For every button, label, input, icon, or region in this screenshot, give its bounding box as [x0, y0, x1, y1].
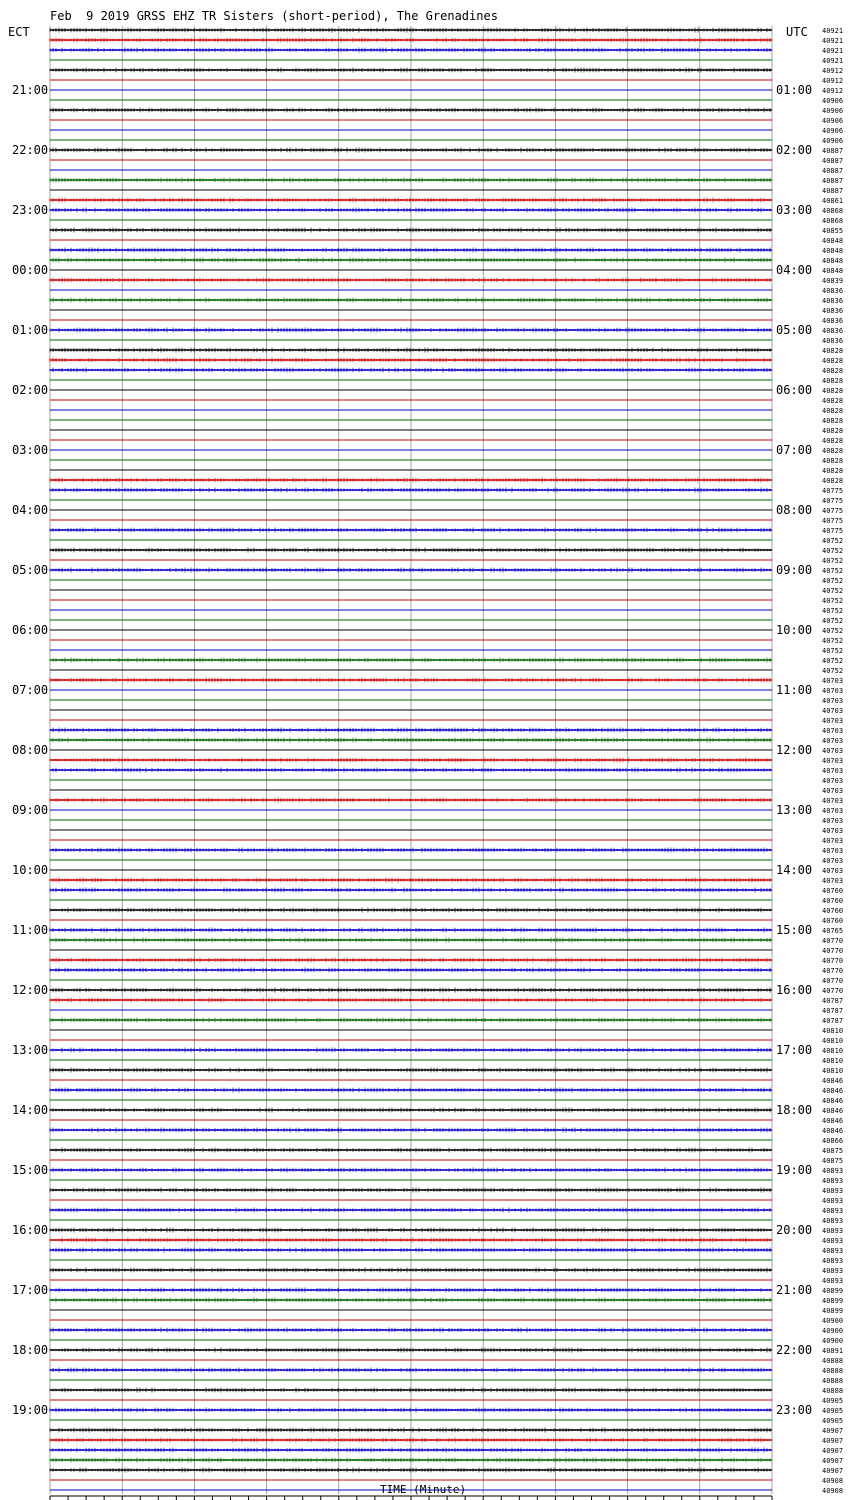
trace-noise [50, 888, 770, 893]
trace-count-label: 40703 [822, 847, 844, 855]
trace-count-label: 40921 [822, 57, 844, 65]
trace-noise [50, 1228, 770, 1233]
trace-noise [50, 198, 770, 203]
trace-noise [50, 38, 770, 43]
left-hour-label: 21:00 [12, 83, 49, 97]
trace-count-label: 40770 [822, 947, 844, 955]
trace-noise [50, 1238, 770, 1243]
trace-count-label: 40848 [822, 237, 844, 245]
trace-noise [50, 348, 770, 353]
trace-noise [50, 298, 770, 303]
trace-count-label: 40906 [822, 107, 844, 115]
trace-count-label: 40899 [822, 1297, 844, 1305]
x-axis-label: TIME (Minute) [380, 1483, 467, 1496]
trace-noise [50, 1348, 770, 1353]
trace-count-label: 40828 [822, 357, 844, 365]
trace-count-label: 40893 [822, 1247, 844, 1255]
right-hour-label: 20:00 [776, 1223, 813, 1237]
trace-count-label: 40828 [822, 437, 844, 445]
trace-count-label: 40828 [822, 427, 844, 435]
left-hour-label: 16:00 [12, 1223, 49, 1237]
trace-count-label: 40846 [822, 1077, 844, 1085]
trace-noise [50, 1368, 770, 1373]
right-hour-label: 21:00 [776, 1283, 813, 1297]
trace-count-label: 40900 [822, 1317, 844, 1325]
trace-noise [50, 208, 770, 213]
trace-count-label: 40868 [822, 207, 844, 215]
trace-count-label: 40703 [822, 867, 844, 875]
trace-noise [50, 358, 770, 363]
trace-count-label: 40912 [822, 67, 844, 75]
trace-count-label: 40836 [822, 327, 844, 335]
trace-count-label: 40760 [822, 887, 844, 895]
trace-count-label: 40836 [822, 307, 844, 315]
trace-count-label: 40905 [822, 1417, 844, 1425]
trace-count-label: 40703 [822, 697, 844, 705]
trace-count-label: 40828 [822, 347, 844, 355]
trace-noise [50, 478, 770, 483]
trace-noise [50, 968, 770, 973]
left-hour-label: 07:00 [12, 683, 49, 697]
trace-count-label: 40752 [822, 617, 844, 625]
left-hour-label: 01:00 [12, 323, 49, 337]
trace-count-label: 40810 [822, 1057, 844, 1065]
trace-count-label: 40908 [822, 1487, 844, 1495]
trace-count-label: 40828 [822, 467, 844, 475]
right-hour-label: 18:00 [776, 1103, 813, 1117]
trace-count-label: 40875 [822, 1157, 844, 1165]
trace-count-label: 40907 [822, 1447, 844, 1455]
trace-count-label: 40905 [822, 1407, 844, 1415]
left-hour-label: 02:00 [12, 383, 49, 397]
chart-title: Feb 9 2019 GRSS EHZ TR Sisters (short-period), The Grenadines [50, 9, 498, 23]
trace-noise [50, 568, 770, 573]
trace-count-label: 40893 [822, 1187, 844, 1195]
trace-count-label: 40888 [822, 1357, 844, 1365]
right-hour-label: 17:00 [776, 1043, 813, 1057]
right-hour-label: 19:00 [776, 1163, 813, 1177]
trace-count-label: 40921 [822, 47, 844, 55]
trace-count-label: 40891 [822, 1347, 844, 1355]
trace-noise [50, 658, 770, 663]
trace-noise [50, 1448, 770, 1453]
trace-count-label: 40866 [822, 1137, 844, 1145]
right-hour-labels [776, 83, 812, 1417]
trace-count-label: 40752 [822, 647, 844, 655]
left-hour-label: 10:00 [12, 863, 49, 877]
trace-count-label: 40775 [822, 497, 844, 505]
trace-count-label: 40760 [822, 907, 844, 915]
trace-count-label: 40846 [822, 1117, 844, 1125]
trace-noise [50, 998, 770, 1003]
trace-count-label: 40900 [822, 1337, 844, 1345]
trace-noise [50, 178, 770, 183]
right-hour-label: 04:00 [776, 263, 813, 277]
trace-noise [50, 1208, 770, 1213]
trace-count-label: 40775 [822, 517, 844, 525]
trace-count-label: 40908 [822, 1477, 844, 1485]
trace-count-label: 40703 [822, 807, 844, 815]
trace-count-label: 40921 [822, 27, 844, 35]
trace-count-label: 40828 [822, 447, 844, 455]
trace-count-label: 40775 [822, 487, 844, 495]
trace-count-label: 40888 [822, 1377, 844, 1385]
trace-count-label: 40752 [822, 547, 844, 555]
trace-count-label: 40703 [822, 687, 844, 695]
trace-count-label: 40770 [822, 937, 844, 945]
trace-count-label: 40703 [822, 877, 844, 885]
trace-noise [50, 738, 770, 743]
trace-count-label: 40770 [822, 967, 844, 975]
trace-noise [50, 528, 770, 533]
trace-count-label: 40888 [822, 1387, 844, 1395]
trace-noise [50, 768, 770, 773]
trace-noise [50, 68, 770, 73]
trace-count-label: 40893 [822, 1207, 844, 1215]
trace-count-label: 40906 [822, 127, 844, 135]
trace-noise [50, 108, 770, 113]
trace-count-label: 40775 [822, 527, 844, 535]
trace-count-label: 40810 [822, 1027, 844, 1035]
right-hour-label: 09:00 [776, 563, 813, 577]
trace-noise [50, 848, 770, 853]
trace-noise [50, 328, 770, 333]
trace-noise [50, 1068, 770, 1073]
trace-count-label: 40752 [822, 607, 844, 615]
trace-count-label: 40765 [822, 927, 844, 935]
trace-noise [50, 1248, 770, 1253]
trace-count-label: 40752 [822, 577, 844, 585]
trace-count-label: 40760 [822, 897, 844, 905]
trace-noise [50, 928, 770, 933]
trace-count-label: 40770 [822, 977, 844, 985]
left-hour-label: 04:00 [12, 503, 49, 517]
trace-noise [50, 1168, 770, 1173]
trace-noise [50, 28, 770, 33]
trace-noise [50, 278, 770, 283]
trace-noise [50, 938, 770, 943]
trace-count-label: 40846 [822, 1087, 844, 1095]
right-hour-label: 14:00 [776, 863, 813, 877]
right-hour-label: 22:00 [776, 1343, 813, 1357]
trace-noise [50, 798, 770, 803]
trace-noise [50, 548, 770, 553]
right-hour-label: 23:00 [776, 1403, 813, 1417]
right-hour-label: 07:00 [776, 443, 813, 457]
trace-noise [50, 1408, 770, 1413]
trace-count-label: 40893 [822, 1167, 844, 1175]
trace-count-label: 40906 [822, 137, 844, 145]
trace-noise [50, 1108, 770, 1113]
trace-noise [50, 1458, 770, 1463]
trace-count-label: 40893 [822, 1257, 844, 1265]
trace-count-label: 40846 [822, 1107, 844, 1115]
x-axis-ticks [43, 1496, 778, 1500]
trace-count-label: 40893 [822, 1177, 844, 1185]
trace-noise [50, 1048, 770, 1053]
trace-noise [50, 1018, 770, 1023]
trace-noise [50, 758, 770, 763]
left-hour-label: 19:00 [12, 1403, 49, 1417]
trace-count-label: 40752 [822, 567, 844, 575]
trace-count-label: 40752 [822, 657, 844, 665]
trace-noise [50, 258, 770, 263]
trace-count-label: 40828 [822, 367, 844, 375]
trace-noise [50, 1128, 770, 1133]
trace-count-label: 40703 [822, 747, 844, 755]
trace-count-label: 40846 [822, 1127, 844, 1135]
trace-count-label: 40887 [822, 177, 844, 185]
trace-count-label: 40893 [822, 1227, 844, 1235]
trace-count-label: 40703 [822, 787, 844, 795]
trace-count-label: 40899 [822, 1307, 844, 1315]
trace-count-label: 40787 [822, 1017, 844, 1025]
trace-count-label: 40703 [822, 757, 844, 765]
right-hour-label: 10:00 [776, 623, 813, 637]
right-hour-label: 12:00 [776, 743, 813, 757]
left-hour-label: 15:00 [12, 1163, 49, 1177]
trace-count-label: 40828 [822, 377, 844, 385]
left-hour-label: 13:00 [12, 1043, 49, 1057]
trace-noise [50, 1188, 770, 1193]
trace-count-label: 40752 [822, 557, 844, 565]
trace-count-label: 40848 [822, 257, 844, 265]
trace-count-label: 40888 [822, 1367, 844, 1375]
left-hour-label: 11:00 [12, 923, 49, 937]
trace-count-label: 40887 [822, 167, 844, 175]
trace-count-label: 40907 [822, 1467, 844, 1475]
trace-count-labels [822, 27, 843, 1495]
trace-count-label: 40770 [822, 957, 844, 965]
left-hour-label: 06:00 [12, 623, 49, 637]
left-hour-label: 03:00 [12, 443, 49, 457]
trace-count-label: 40887 [822, 187, 844, 195]
trace-noise [50, 1148, 770, 1153]
right-hour-label: 03:00 [776, 203, 813, 217]
right-hour-label: 13:00 [776, 803, 813, 817]
left-hour-label: 23:00 [12, 203, 49, 217]
trace-count-label: 40752 [822, 667, 844, 675]
trace-count-label: 40868 [822, 217, 844, 225]
trace-count-label: 40912 [822, 87, 844, 95]
trace-count-label: 40703 [822, 857, 844, 865]
trace-count-label: 40703 [822, 777, 844, 785]
left-hour-label: 18:00 [12, 1343, 49, 1357]
trace-count-label: 40810 [822, 1037, 844, 1045]
trace-count-label: 40836 [822, 297, 844, 305]
left-hour-labels [12, 83, 48, 1417]
right-hour-label: 06:00 [776, 383, 813, 397]
left-hour-label: 12:00 [12, 983, 49, 997]
left-hour-label: 22:00 [12, 143, 49, 157]
trace-count-label: 40703 [822, 797, 844, 805]
right-hour-label: 08:00 [776, 503, 813, 517]
trace-count-label: 40775 [822, 507, 844, 515]
trace-count-label: 40907 [822, 1437, 844, 1445]
trace-noise [50, 878, 770, 883]
trace-count-label: 40770 [822, 987, 844, 995]
trace-count-label: 40787 [822, 997, 844, 1005]
trace-noise [50, 228, 770, 233]
trace-count-label: 40828 [822, 407, 844, 415]
trace-count-label: 40810 [822, 1047, 844, 1055]
trace-count-label: 40912 [822, 77, 844, 85]
trace-noise [50, 248, 770, 253]
right-hour-label: 01:00 [776, 83, 813, 97]
trace-count-label: 40703 [822, 707, 844, 715]
trace-noise [50, 1468, 770, 1473]
trace-noise [50, 1088, 770, 1093]
trace-count-label: 40875 [822, 1147, 844, 1155]
trace-count-label: 40836 [822, 317, 844, 325]
right-hour-label: 16:00 [776, 983, 813, 997]
trace-count-label: 40900 [822, 1327, 844, 1335]
trace-count-label: 40861 [822, 197, 844, 205]
trace-count-label: 40760 [822, 917, 844, 925]
right-hour-label: 11:00 [776, 683, 813, 697]
left-hour-label: 00:00 [12, 263, 49, 277]
trace-count-label: 40752 [822, 627, 844, 635]
trace-count-label: 40893 [822, 1267, 844, 1275]
trace-count-label: 40828 [822, 457, 844, 465]
trace-count-label: 40848 [822, 247, 844, 255]
right-hour-label: 15:00 [776, 923, 813, 937]
trace-count-label: 40787 [822, 1007, 844, 1015]
trace-count-label: 40810 [822, 1067, 844, 1075]
trace-noise [50, 958, 770, 963]
trace-noise [50, 1288, 770, 1293]
trace-noise [50, 908, 770, 913]
trace-count-label: 40703 [822, 817, 844, 825]
trace-count-label: 40899 [822, 1287, 844, 1295]
trace-count-label: 40828 [822, 387, 844, 395]
trace-count-label: 40703 [822, 737, 844, 745]
trace-count-label: 40752 [822, 637, 844, 645]
left-timezone-label: ECT [8, 25, 30, 39]
trace-count-label: 40828 [822, 417, 844, 425]
right-hour-label: 05:00 [776, 323, 813, 337]
trace-noise [50, 1388, 770, 1393]
trace-noise [50, 488, 770, 493]
trace-count-label: 40893 [822, 1237, 844, 1245]
trace-count-label: 40703 [822, 827, 844, 835]
trace-count-label: 40855 [822, 227, 844, 235]
trace-count-label: 40836 [822, 337, 844, 345]
trace-count-label: 40893 [822, 1217, 844, 1225]
trace-count-label: 40828 [822, 397, 844, 405]
trace-noise [50, 48, 770, 53]
right-hour-label: 02:00 [776, 143, 813, 157]
trace-count-label: 40703 [822, 717, 844, 725]
trace-count-label: 40752 [822, 597, 844, 605]
trace-count-label: 40893 [822, 1197, 844, 1205]
trace-count-label: 40906 [822, 97, 844, 105]
trace-noise [50, 1428, 770, 1433]
trace-count-label: 40828 [822, 477, 844, 485]
trace-count-label: 40752 [822, 587, 844, 595]
right-timezone-label: UTC [786, 25, 808, 39]
trace-count-label: 40846 [822, 1097, 844, 1105]
trace-noise [50, 368, 770, 373]
trace-noise [50, 728, 770, 733]
trace-count-label: 40839 [822, 277, 844, 285]
trace-noise [50, 1328, 770, 1333]
trace-count-label: 40893 [822, 1277, 844, 1285]
trace-count-label: 40907 [822, 1427, 844, 1435]
left-hour-label: 17:00 [12, 1283, 49, 1297]
left-hour-label: 14:00 [12, 1103, 49, 1117]
trace-count-label: 40921 [822, 37, 844, 45]
trace-count-label: 40887 [822, 157, 844, 165]
trace-count-label: 40906 [822, 117, 844, 125]
trace-count-label: 40887 [822, 147, 844, 155]
left-hour-label: 05:00 [12, 563, 49, 577]
trace-count-label: 40905 [822, 1397, 844, 1405]
trace-noise [50, 988, 770, 993]
trace-count-label: 40703 [822, 677, 844, 685]
trace-count-label: 40848 [822, 267, 844, 275]
trace-count-label: 40703 [822, 727, 844, 735]
trace-count-label: 40703 [822, 767, 844, 775]
trace-count-label: 40703 [822, 837, 844, 845]
trace-noise [50, 1268, 770, 1273]
trace-noise [50, 148, 770, 153]
trace-count-label: 40907 [822, 1457, 844, 1465]
left-hour-label: 08:00 [12, 743, 49, 757]
trace-count-label: 40752 [822, 537, 844, 545]
trace-noise [50, 678, 770, 683]
trace-noise [50, 1438, 770, 1443]
trace-noise [50, 1298, 770, 1303]
left-hour-label: 09:00 [12, 803, 49, 817]
trace-count-label: 40836 [822, 287, 844, 295]
